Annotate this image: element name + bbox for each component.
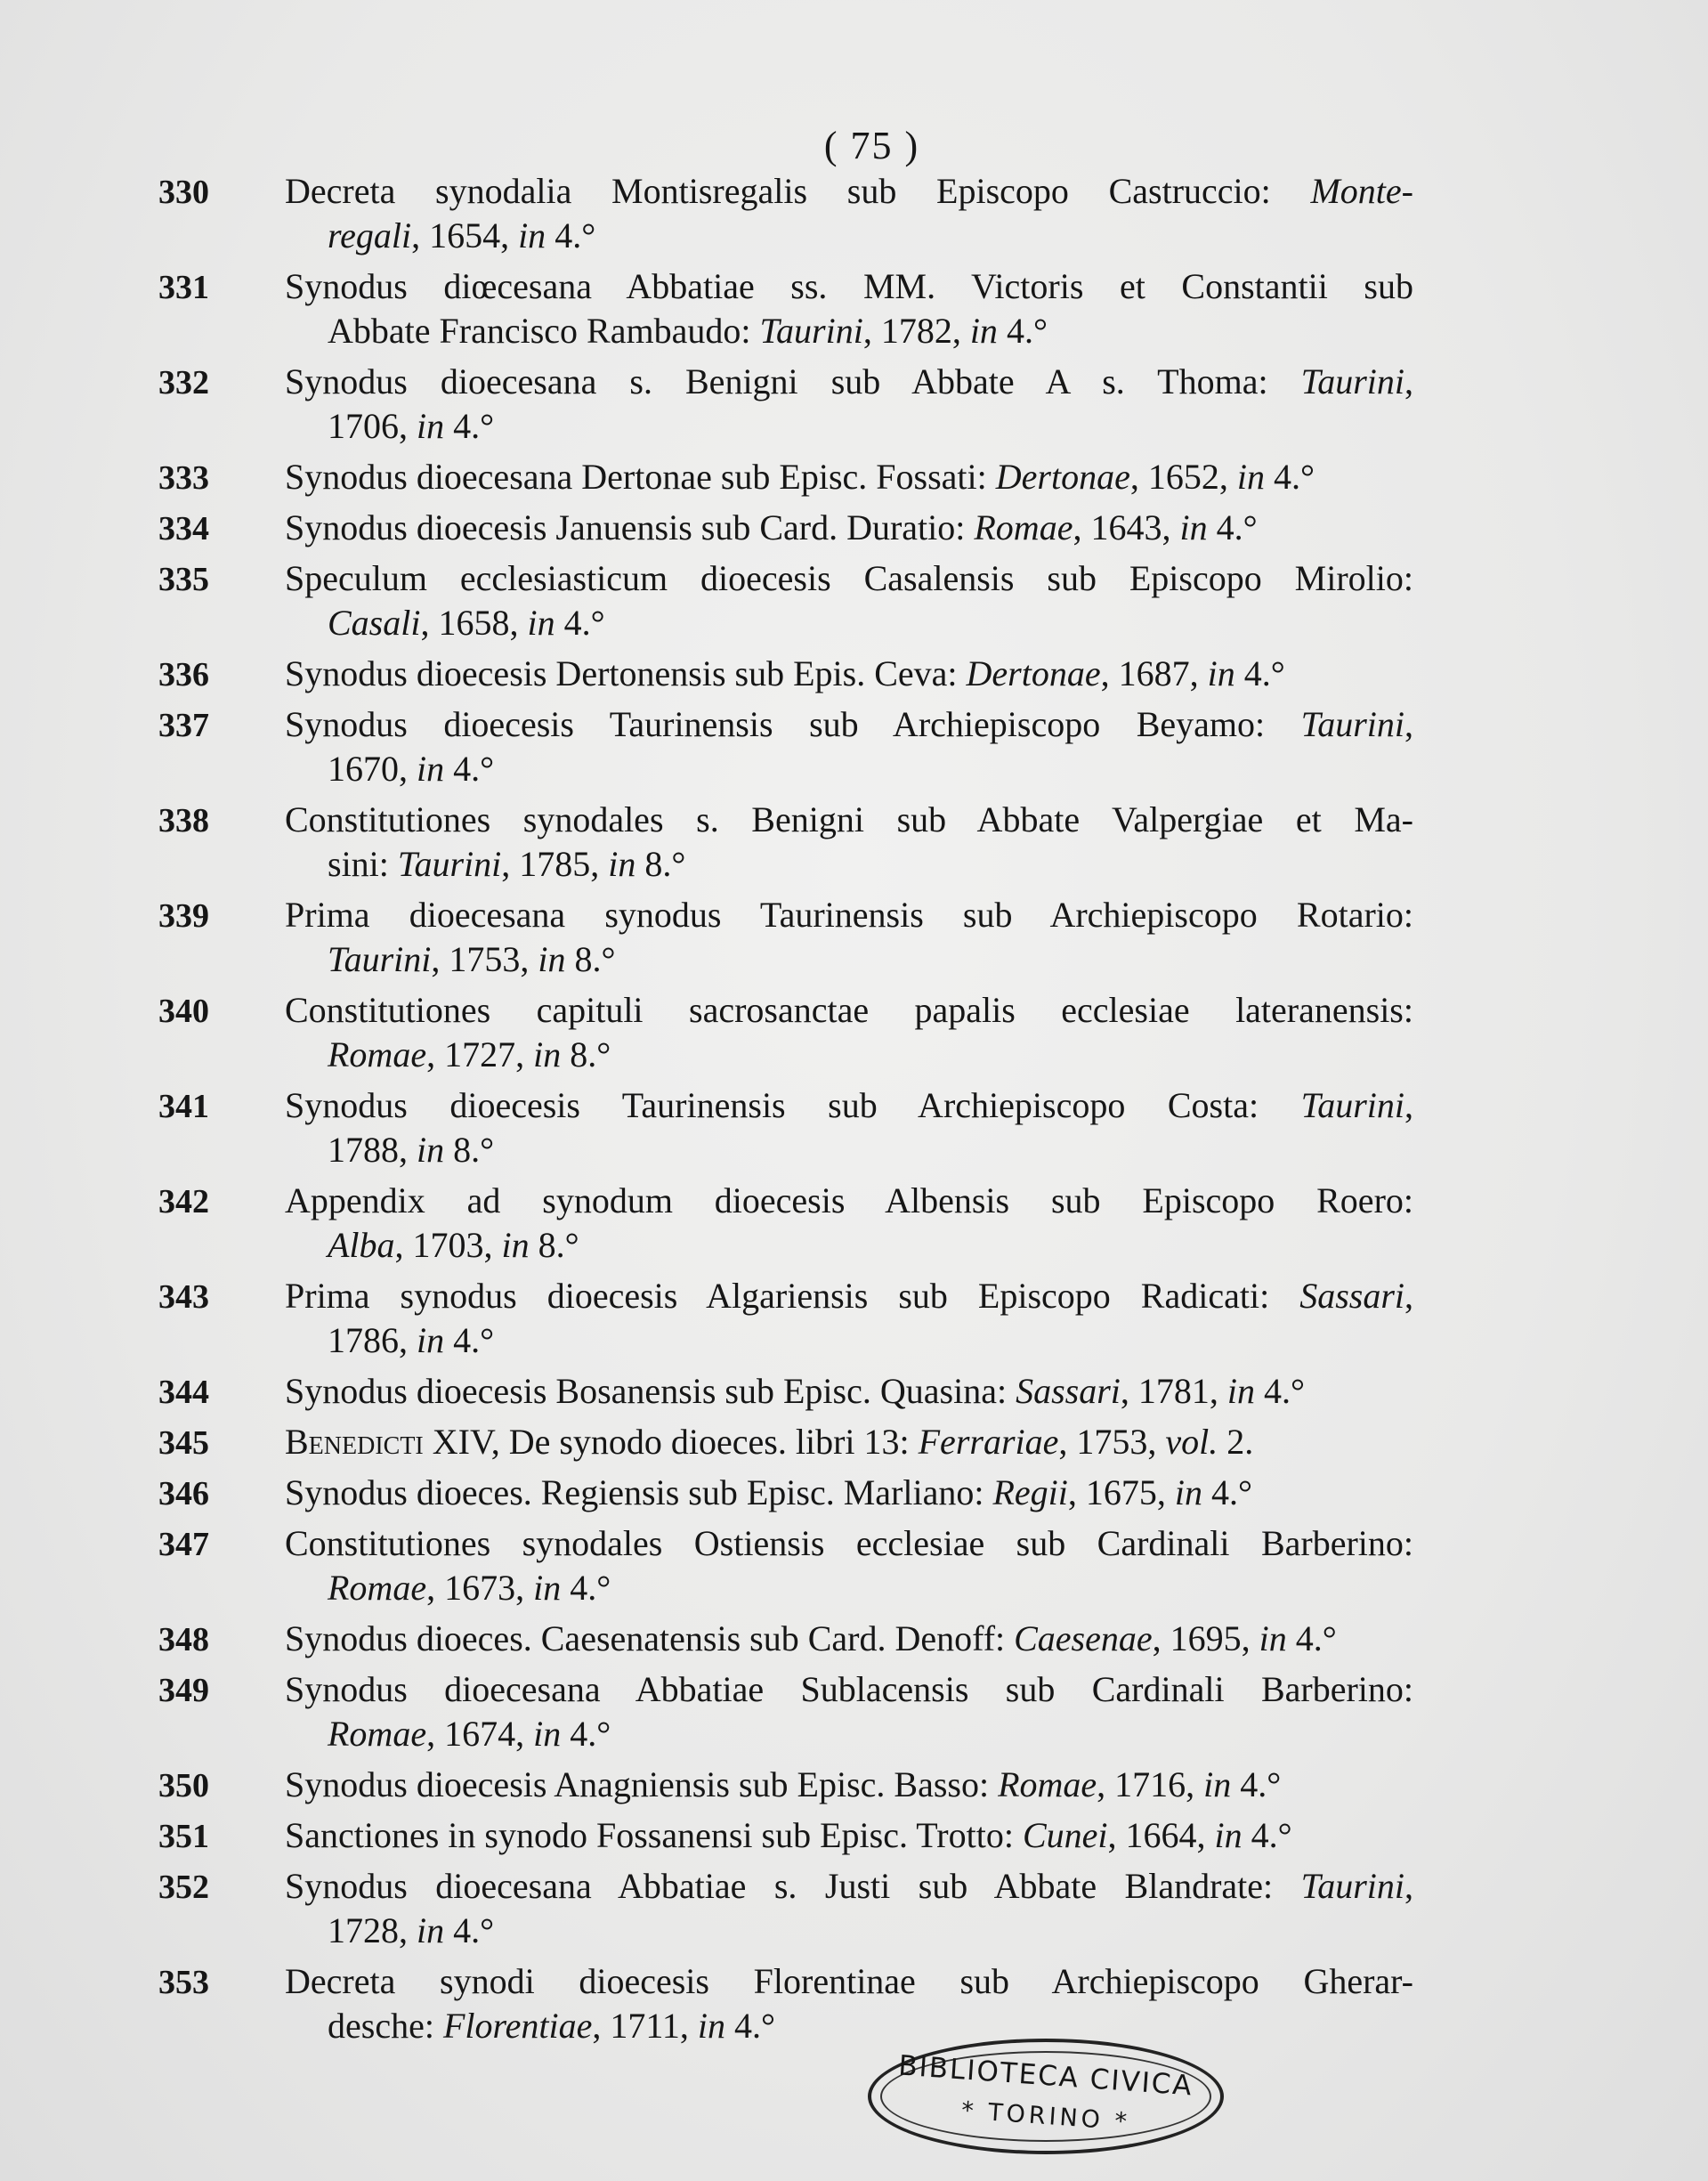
entry-line: Synodus dioecesana Dertonae sub Episc. Fossati: Dertonae, 1652, in 4.°: [285, 457, 1315, 497]
catalogue-entry: [158, 893, 1413, 982]
entry-line: Prima synodus dioecesis Algariensis sub Episcopo Radicati: Sassari,: [285, 1276, 1413, 1316]
entry-number: 343: [158, 1278, 209, 1316]
catalogue-entry: [158, 1369, 1413, 1414]
entry-text: [285, 702, 1413, 791]
entry-line: sini: Taurini, 1785, in 8.°: [328, 844, 686, 884]
entry-line: Taurini, 1753, in 8.°: [328, 939, 616, 979]
entry-line: 1786, in 4.°: [328, 1320, 495, 1360]
entry-text: [285, 1617, 1413, 1661]
entry-number: 335: [158, 561, 209, 598]
catalogue-entry: [158, 506, 1413, 550]
entry-line: Constitutiones capituli sacrosanctae papalis ecclesiae lateranensis:: [285, 990, 1413, 1030]
entry-number: 341: [158, 1088, 209, 1125]
catalogue-entries: [158, 169, 1413, 2055]
entry-line: Benedicti XIV, De synodo dioeces. libri 13: Ferrariae, 1753, vol. 2.: [285, 1422, 1254, 1462]
entry-line: regali, 1654, in 4.°: [328, 215, 596, 255]
catalogue-entry: [158, 1179, 1413, 1268]
entry-number: 350: [158, 1767, 209, 1804]
catalogue-entry: [158, 1959, 1413, 2048]
entry-number: 342: [158, 1183, 209, 1220]
entry-line: Romae, 1674, in 4.°: [328, 1714, 611, 1754]
entry-text: [285, 1274, 1413, 1363]
entry-number: 331: [158, 269, 209, 306]
entry-line: Synodus dioecesis Anagniensis sub Episc. Basso: Romae, 1716, in 4.°: [285, 1764, 1282, 1804]
catalogue-entry: [158, 1813, 1413, 1858]
entry-line: Decreta synodi dioecesis Florentinae sub Archiepiscopo Gherar-: [285, 1961, 1413, 2001]
entry-number: 344: [158, 1374, 209, 1411]
catalogue-entry: [158, 798, 1413, 887]
entry-text: [285, 988, 1413, 1077]
entry-line: Synodus dioecesana Abbatiae Sublacensis sub Cardinali Barberino:: [285, 1669, 1413, 1709]
entry-text: [285, 893, 1413, 982]
stamp-top-text: BIBLIOTECA CIVICA: [897, 2049, 1194, 2103]
entry-number: 339: [158, 897, 209, 935]
entry-line: Synodus dioecesis Bosanensis sub Episc. Quasina: Sassari, 1781, in 4.°: [285, 1371, 1305, 1411]
entry-text: [285, 264, 1413, 353]
entry-text: [285, 360, 1413, 449]
page-number: ( 75 ): [823, 124, 920, 167]
entry-line: Synodus dioecesana s. Benigni sub Abbate A s. Thoma: Taurini,: [285, 361, 1413, 401]
entry-number: 352: [158, 1869, 209, 1906]
entry-line: Sanctiones in synodo Fossanensi sub Episc. Trotto: Cunei, 1664, in 4.°: [285, 1815, 1292, 1855]
entry-line: 1706, in 4.°: [328, 406, 495, 446]
entry-line: Constitutiones synodales s. Benigni sub Abbate Valpergiae et Ma-: [285, 799, 1413, 839]
entry-number: 333: [158, 459, 209, 497]
entry-line: Abbate Francisco Rambaudo: Taurini, 1782, in 4.°: [328, 311, 1048, 351]
entry-text: [285, 1420, 1413, 1464]
entry-line: Synodus dioecesis Taurinensis sub Archiepiscopo Beyamo: Taurini,: [285, 704, 1413, 744]
entry-number: 345: [158, 1424, 209, 1462]
entry-text: [285, 1083, 1413, 1172]
catalogue-entry: [158, 988, 1413, 1077]
entry-number: 337: [158, 707, 209, 744]
entry-number: 336: [158, 656, 209, 693]
catalogue-entry: [158, 1274, 1413, 1363]
catalogue-entry: [158, 360, 1413, 449]
catalogue-entry: [158, 455, 1413, 499]
entry-number: 340: [158, 993, 209, 1030]
entry-number: 353: [158, 1964, 209, 2001]
catalogue-entry: [158, 556, 1413, 645]
entry-line: Appendix ad synodum dioecesis Albensis sub Episcopo Roero:: [285, 1180, 1413, 1220]
entry-line: Synodus diœcesana Abbatiae ss. MM. Victoris et Constantii sub: [285, 266, 1413, 306]
entry-text: [285, 1471, 1413, 1515]
entry-line: Synodus dioecesis Taurinensis sub Archiepiscopo Costa: Taurini,: [285, 1085, 1413, 1125]
entry-line: desche: Florentiae, 1711, in 4.°: [328, 2006, 775, 2046]
entry-text: [285, 1959, 1413, 2048]
catalogue-entry: [158, 1083, 1413, 1172]
entry-text: [285, 1369, 1413, 1414]
entry-line: Prima dioecesana synodus Taurinensis sub Archiepiscopo Rotario:: [285, 895, 1413, 935]
entry-text: [285, 1763, 1413, 1807]
entry-text: [285, 556, 1413, 645]
entry-number: 338: [158, 802, 209, 839]
entry-line: Romae, 1673, in 4.°: [328, 1568, 611, 1608]
entry-text: [285, 506, 1413, 550]
stamp-bottom-text: * TORINO *: [960, 2096, 1131, 2136]
catalogue-entry: [158, 1617, 1413, 1661]
entry-text: [285, 1813, 1413, 1858]
catalogue-entry: [158, 169, 1413, 258]
entry-line: 1670, in 4.°: [328, 749, 495, 789]
library-stamp: [868, 2039, 1224, 2154]
catalogue-entry: [158, 1420, 1413, 1464]
entry-text: [285, 1864, 1413, 1953]
entry-number: 347: [158, 1526, 209, 1563]
catalogue-entry: [158, 1763, 1413, 1807]
entry-number: 351: [158, 1818, 209, 1855]
catalogue-entry: [158, 1864, 1413, 1953]
entry-line: Constitutiones synodales Ostiensis ecclesiae sub Cardinali Barberino:: [285, 1523, 1413, 1563]
catalogue-entry: [158, 264, 1413, 353]
catalogue-entry: [158, 1521, 1413, 1610]
entry-line: Alba, 1703, in 8.°: [328, 1225, 579, 1265]
entry-text: [285, 1179, 1413, 1268]
catalogue-entry: [158, 652, 1413, 696]
entry-number: 348: [158, 1621, 209, 1658]
catalogue-entry: [158, 1471, 1413, 1515]
entry-text: [285, 1521, 1413, 1610]
entry-line: 1788, in 8.°: [328, 1130, 495, 1170]
entry-line: Romae, 1727, in 8.°: [328, 1034, 611, 1074]
entry-line: Synodus dioeces. Caesenatensis sub Card. Denoff: Caesenae, 1695, in 4.°: [285, 1618, 1337, 1658]
catalogue-entry: [158, 702, 1413, 791]
entry-text: [285, 798, 1413, 887]
entry-line: Synodus dioecesana Abbatiae s. Justi sub Abbate Blandrate: Taurini,: [285, 1866, 1413, 1906]
entry-number: 334: [158, 510, 209, 547]
entry-text: [285, 455, 1413, 499]
catalogue-entry: [158, 1667, 1413, 1756]
entry-number: 332: [158, 364, 209, 401]
entry-line: Decreta synodalia Montisregalis sub Episcopo Castruccio: Monte-: [285, 171, 1413, 211]
entry-line: Synodus dioecesis Dertonensis sub Epis. Ceva: Dertonae, 1687, in 4.°: [285, 653, 1285, 693]
entry-line: 1728, in 4.°: [328, 1910, 495, 1950]
entry-number: 346: [158, 1475, 209, 1512]
entry-line: Synodus dioeces. Regiensis sub Episc. Marliano: Regii, 1675, in 4.°: [285, 1472, 1253, 1512]
entry-number: 330: [158, 174, 209, 211]
entry-text: [285, 169, 1413, 258]
entry-text: [285, 652, 1413, 696]
entry-number: 349: [158, 1672, 209, 1709]
entry-line: Speculum ecclesiasticum dioecesis Casalensis sub Episcopo Mirolio:: [285, 558, 1413, 598]
entry-line: Synodus dioecesis Januensis sub Card. Duratio: Romae, 1643, in 4.°: [285, 507, 1258, 547]
entry-text: [285, 1667, 1413, 1756]
entry-line: Casali, 1658, in 4.°: [328, 603, 605, 643]
